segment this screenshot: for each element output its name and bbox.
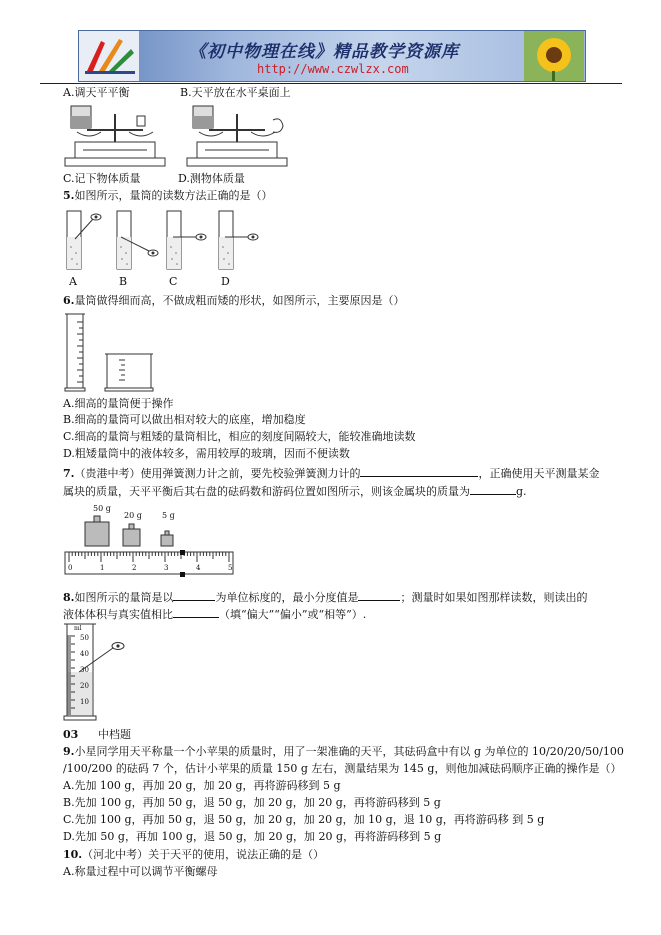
cylinder-c [167,211,206,269]
scale-tick-label: 3 [164,564,169,572]
q4-option-d: D.测物体质量 [178,172,245,185]
answer-blank[interactable] [470,483,516,495]
question-7 [63,465,599,481]
q4-option-a: A.调天平平衡 [63,86,130,99]
sunflower-icon [524,31,584,81]
scale-tick-label: 0 [68,564,73,572]
cylinder-label-a: A [69,275,77,288]
question-text: 属块的质量，天平平衡后其右盘的砝码数和游码位置如图所示，则该金属块的质量为 [63,485,470,498]
q6-option-a: A.细高的量筒便于操作 [63,397,174,410]
q4-option-b: B.天平放在水平桌面上 [180,86,291,99]
weight-label-50g: 50 g [93,504,111,513]
rider-scale [65,550,233,577]
cylinder-a [67,211,101,269]
q4-option-c: C.记下物体质量 [63,172,141,185]
q6-option-b: B.细高的量筒可以做出相对较大的底座，增加稳度 [63,413,306,426]
weight-label-5g: 5 g [162,511,175,520]
weight-label-20g: 20 g [124,511,142,520]
cylinder-tick-label: 20 [80,682,89,690]
question-text: 如图所示，量筒的读数方法正确的是（） [74,189,273,202]
q9-option-d: D.先加 50 g，再加 100 g，退 50 g，加 20 g，加 20 g，再将游码移到 5 g [63,830,442,843]
question-text: （填“偏大”“偏小”或“相等”）. [219,608,367,621]
cylinder-d [219,211,258,269]
answer-blank[interactable] [358,589,400,601]
banner-url[interactable]: http://www.czwlzx.com [257,62,409,76]
answer-blank[interactable] [173,606,219,618]
scale-tick-label: 4 [196,564,201,572]
cylinder-unit-label: ml [74,625,82,632]
question-text: （河北中考）关于天平的使用，说法正确的是（） [82,848,325,861]
section-title: 中档题 [98,728,131,741]
question-number: 9. [63,745,75,758]
question-text: 小星同学用天平称量一个小苹果的质量时，用了一架准确的天平，其砝码盒中有以 g 为单位的 10/20/20/50/100 [74,745,624,758]
logo-icon [79,31,139,81]
question-text: （贵港中考）使用弹簧测力计之前，要先校验弹簧测力计的 [74,467,361,480]
banner-title: 《初中物理在线》精品教学资源库 [189,42,459,62]
section-number: 03 [63,728,79,741]
question-number: 8. [63,591,75,604]
q9-option-c: C.先加 100 g，再加 50 g，退 50 g，加 20 g，加 20 g，加 10 g，退 10 g，再将游码移 到 5 g [63,813,545,826]
question-number: 5. [63,189,75,202]
balance-figure-a [63,100,168,170]
question-5 [63,189,272,203]
question-number: 6. [63,294,75,307]
cylinder-label-d: D [221,275,230,288]
header-rule [40,83,622,84]
cylinder-b [117,211,158,269]
question-text: ；测量时如果如图那样读数，则读出的 [400,591,588,604]
question-8-line-2 [63,606,366,622]
cylinder-label-b: B [119,275,128,288]
weights-and-rider-figure [63,502,235,578]
scale-tick-label: 5 [228,564,233,572]
cylinder-tick-label: 10 [80,698,89,706]
weight-20g [123,524,140,546]
q6-option-d: D.粗矮量筒中的液体较多，需用较厚的玻璃，因而不便读数 [63,447,350,460]
question-9-line-2: /100/200 的砝码 7 个，估计小苹果的质量 150 g 左右，测量结果为 145 g，则他加减砝码顺序正确的操作是（） [63,762,622,775]
q9-option-a: A.先加 100 g，再加 20 g，加 20 g，再将游码移到 5 g [63,779,341,792]
question-text: 如图所示的量筒是以 [74,591,174,604]
q6-option-c: C.细高的量筒与粗矮的量筒相比，相应的刻度间隔较大，能较准确地读数 [63,430,416,443]
scale-tick-label: 1 [100,564,105,572]
unit-label: g. [516,485,527,498]
balance-figure-b [185,100,290,170]
cylinder-tick-label: 50 [80,634,89,642]
q9-option-b: B.先加 100 g，再加 50 g，退 50 g，加 20 g，加 20 g，再将游码移到 5 g [63,796,441,809]
question-10 [63,848,324,862]
cylinder-tick-label: 40 [80,650,89,658]
tall-and-short-cylinders-figure [63,312,163,394]
question-7-line-2 [63,483,527,499]
scale-tick-label: 2 [132,564,137,572]
weight-50g [85,516,109,546]
question-6 [63,294,404,308]
q10-option-a: A.称量过程中可以调节平衡螺母 [63,865,218,878]
graduated-cylinder-figure [63,622,143,724]
question-text: 液体体积与真实值相比 [63,608,173,621]
question-text: 量筒做得细而高，不做成粗而矮的形状，如图所示，主要原因是（） [74,294,405,307]
question-text: 为单位标度的，最小分度值是 [215,591,359,604]
answer-blank[interactable] [360,465,478,477]
question-text: ，正确使用天平测量某金 [478,467,600,480]
cylinder-label-c: C [169,275,178,288]
weight-5g [161,531,173,546]
question-number: 10. [63,848,83,861]
question-9 [63,745,624,759]
question-8 [63,589,587,605]
question-number: 7. [63,467,75,480]
answer-blank[interactable] [173,589,215,601]
cylinder-reading-figure [63,207,263,282]
cylinder-tick-label: 30 [80,666,89,674]
header-banner [78,30,586,82]
